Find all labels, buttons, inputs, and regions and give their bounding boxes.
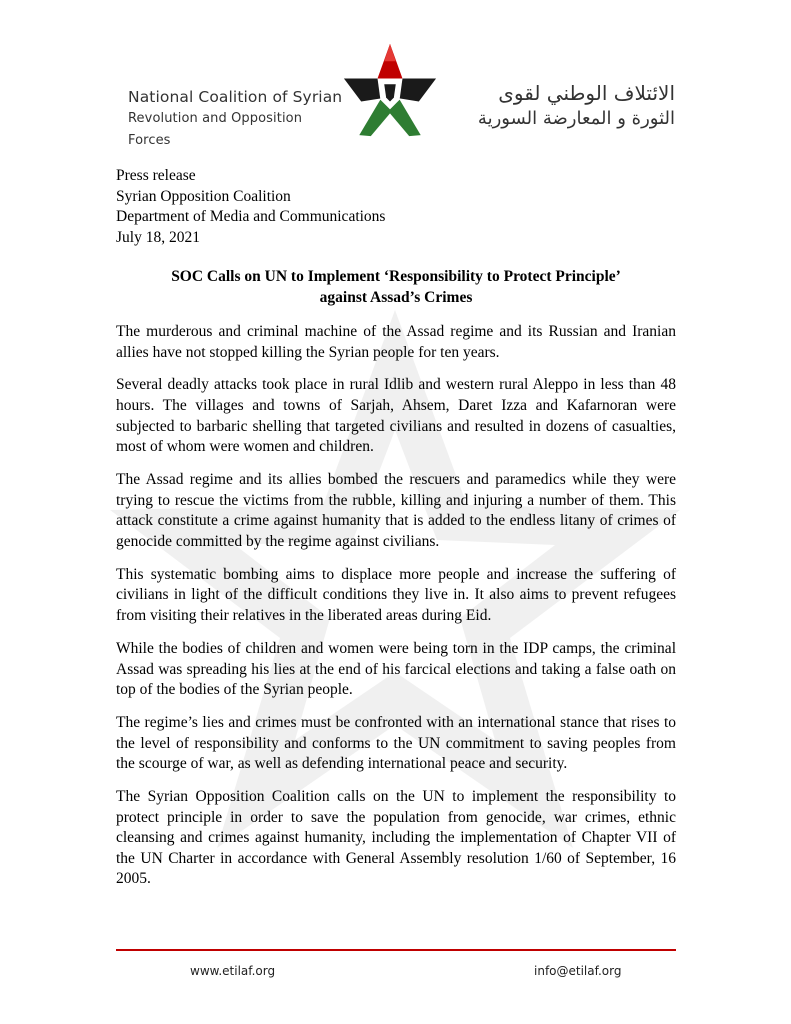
body-paragraph: The murderous and criminal machine of the Assad regime and its Russian and Iranian allies have not stopped killing the Syrian people for ten years. (116, 323, 676, 361)
org-name-english (128, 86, 348, 152)
title-line-2: against Assad’s Crimes (319, 288, 473, 306)
org-name-ar-line1: الائتلاف الوطني لقوى (498, 81, 675, 105)
title-line-1: SOC Calls on UN to Implement ‘Responsibility to Protect Principle’ (171, 268, 621, 285)
star-logo-icon (342, 42, 438, 138)
body-paragraph: Several deadly attacks took place in rural Idlib and western rural Aleppo in less than 48 hours. The villages and towns of Sarjah, Ahsem, Daret Izza and Kafarnoran were subjected to barbaric shelling that targeted civilians and resulted in dozens of casualties, most of whom were women and children. (116, 376, 676, 456)
footer-divider (116, 949, 676, 951)
body-paragraph: This systematic bombing aims to displace more people and increase the suffering of civilians in light of the difficult conditions they live in. It also aims to prevent refugees from visiting their relatives in the liberated areas during Eid. (116, 565, 676, 625)
footer-email-link[interactable]: info@etilaf.org (534, 964, 622, 978)
release-type: Press release (116, 167, 196, 184)
footer-website-link[interactable]: www.etilaf.org (190, 964, 276, 978)
release-date: July 18, 2021 (116, 228, 200, 246)
body-paragraph: The Assad regime and its allies bombed the rescuers and paramedics while they were trying to rescue the victims from the rubble, killing and injuring a number of them. This attack constitute a crime against humanity that is added to the endless litany of crimes of genocide committed by the regime against civilians. (116, 471, 676, 550)
body-paragraph: The regime’s lies and crimes must be confronted with an international stance that rises to the level of responsibility and conforms to the UN commitment to saving peoples from the scourge of war, as well as defending international peace and security. (116, 713, 676, 773)
org-name-arabic (440, 80, 675, 132)
organization-name: Syrian Opposition Coalition (116, 187, 291, 205)
press-release-meta (116, 166, 676, 248)
press-release-body (116, 322, 676, 902)
org-name-en-line1: National Coalition of Syrian (128, 88, 343, 106)
body-paragraph: While the bodies of children and women were being torn in the IDP camps, the criminal Assad was spreading his lies at the end of his farcical elections and taking a false oath on top of the bodies of the Syrian people. (116, 639, 676, 699)
body-paragraph: The Syrian Opposition Coalition calls on the UN to implement the responsibility to protect principle in order to save the population from genocide, war crimes, ethnic cleansing and crimes against humanity, including the implementation of Chapter VII of the UN Charter in accordance with General Assembly resolution 1/60 of September, 16 2005. (116, 788, 676, 888)
press-release-title (116, 267, 676, 308)
org-name-en-line2: Revolution and Opposition Forces (128, 111, 303, 148)
org-name-ar-line2: الثورة و المعارضة السورية (477, 108, 675, 129)
department-name: Department of Media and Communications (116, 208, 386, 225)
